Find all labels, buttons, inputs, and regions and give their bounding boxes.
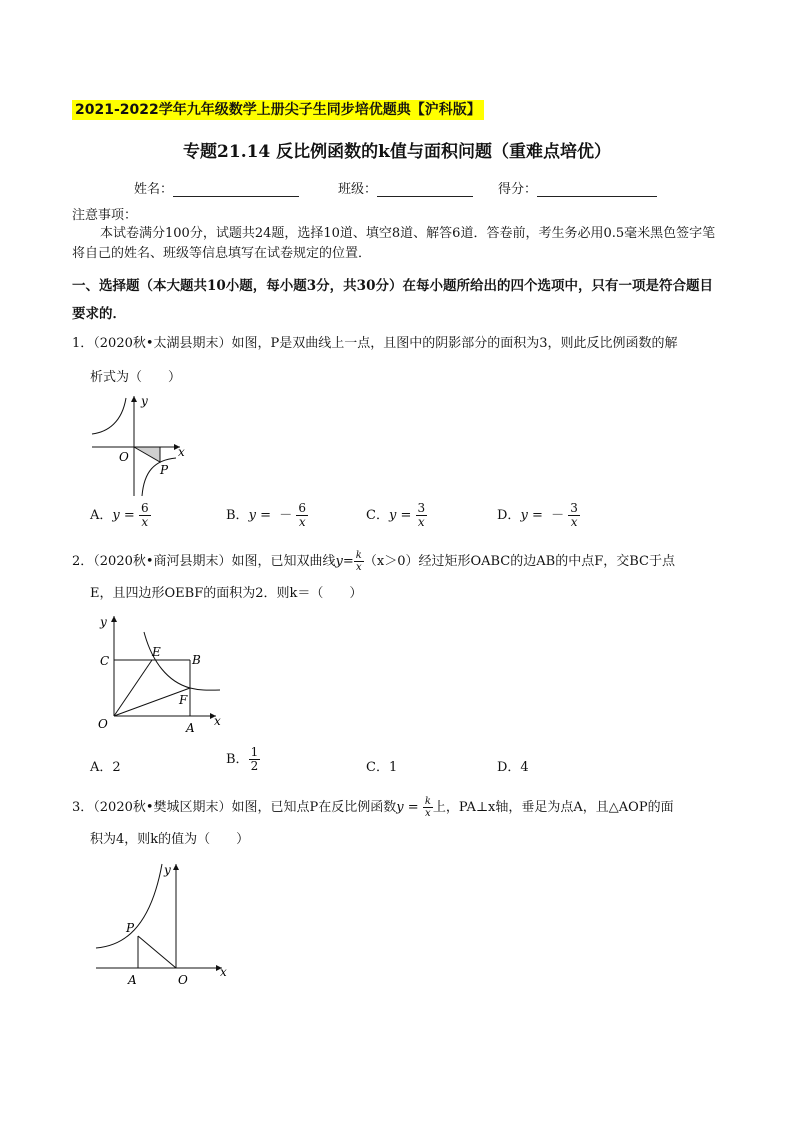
- q1-option-c[interactable]: C．y = $\frac{3}{x}$: [366, 501, 426, 529]
- notes-heading: 注意事项：: [72, 208, 138, 223]
- q1-option-a[interactable]: A．y = $\frac{6}{x}$: [90, 501, 149, 529]
- question-3: [72, 794, 732, 854]
- q3-k-over-x: $\frac{k}{x}$: [424, 796, 431, 819]
- q1-figure: [86, 392, 190, 500]
- q2-k-over-x: $\frac{k}{x}$: [355, 550, 362, 573]
- q1-option-a-fraction: $\frac{6}{x}$: [140, 501, 149, 529]
- score-label: 得分：: [498, 182, 538, 197]
- class-field[interactable]: [338, 178, 473, 197]
- q2-line1: 2．（2020秋•商河县期末）如图，已知双曲线y= $\frac{k}{x}$ （x＞0）经过矩形OABC的边AB的中点F，交BC于点: [72, 550, 675, 573]
- class-blank[interactable]: [377, 182, 473, 197]
- q2-label-b: B: [192, 653, 201, 667]
- q2-label-e: E: [152, 645, 161, 659]
- q1-label-y: y: [141, 394, 148, 408]
- q3-line1: 3．（2020秋•樊城区期末）如图，已知点P在反比例函数y = $\frac{k}{x}$ 上，PA⊥x轴，垂足为点A，且△AOP的面: [72, 796, 674, 819]
- q1-option-d-fraction: $\frac{3}{x}$: [570, 501, 578, 529]
- question-1: [72, 330, 732, 392]
- q2-option-b-fraction: $\frac{1}{2}$: [250, 745, 259, 773]
- q2-y-arrow: [111, 616, 117, 622]
- series-header-tag: 2021-2022学年九年级数学上册尖子生同步培优题典【沪科版】: [72, 100, 484, 120]
- question-2: [72, 548, 732, 608]
- q3-figure: [92, 860, 232, 990]
- q1-option-b-fraction: $\frac{6}{x}$: [298, 501, 307, 529]
- name-label: 姓名：: [134, 182, 174, 197]
- q3-label-a: A: [128, 973, 137, 987]
- q1-hyperbola-upper: [92, 398, 126, 434]
- name-field[interactable]: [134, 178, 299, 197]
- q2-label-y: y: [100, 615, 107, 629]
- q1-label-o: O: [119, 450, 129, 464]
- q3-line2: 积为4，则k的值为（ ）: [90, 832, 250, 847]
- q3-label-p: P: [126, 921, 135, 935]
- q1-shaded-triangle: [134, 447, 160, 462]
- q1-option-c-fraction: $\frac{3}{x}$: [417, 501, 426, 529]
- q1-label-p: P: [160, 463, 169, 477]
- q2-label-x: x: [214, 714, 221, 728]
- q2-label-c: C: [100, 654, 110, 668]
- q1-y-arrow: [131, 396, 137, 402]
- q1-option-d[interactable]: D．y = － $\frac{3}{x}$: [497, 501, 578, 529]
- page-title: 专题21.14 反比例函数的k值与面积问题（重难点培优）: [183, 142, 611, 162]
- q3-hyperbola: [96, 864, 162, 948]
- q3-label-x: x: [220, 965, 227, 979]
- q2-option-b[interactable]: B． $\frac{1}{2}$: [226, 745, 259, 773]
- q2-label-a: A: [186, 721, 195, 735]
- q1-line1: 1．（2020秋•太湖县期末）如图，P是双曲线上一点，且图中的阴影部分的面积为3，则此反比例函数的解: [72, 336, 678, 351]
- name-blank[interactable]: [173, 182, 299, 197]
- q2-option-a[interactable]: A．2: [90, 760, 121, 775]
- q2-label-f: F: [179, 693, 188, 707]
- score-blank[interactable]: [537, 182, 657, 197]
- q2-figure: [92, 612, 228, 736]
- q3-segment-po: [138, 936, 176, 968]
- notes-body: 本试卷满分100分，试题共24题，选择10道、填空8道、解答6道．答卷前，考生务必用0.5毫米黑色签字笔将自己的姓名、班级等信息填写在试卷规定的位置．: [72, 226, 716, 261]
- q1-option-b[interactable]: B．y = － $\frac{6}{x}$: [226, 501, 307, 529]
- q1-line2: 析式为（ ）: [90, 370, 182, 385]
- q2-option-d[interactable]: D．4: [497, 760, 529, 775]
- score-field[interactable]: [498, 178, 657, 197]
- q3-label-o: O: [178, 973, 188, 987]
- q2-hyperbola: [144, 632, 220, 690]
- q2-segment-oe: [114, 660, 152, 716]
- q3-label-y: y: [164, 863, 171, 877]
- section-heading: 一、选择题（本大题共10小题，每小题3分，共30分）在每小题所给出的四个选项中，只有一项是符合题目要求的．: [72, 278, 713, 322]
- class-label: 班级：: [338, 182, 378, 197]
- q2-option-c[interactable]: C．1: [366, 760, 398, 775]
- q2-line2: E，且四边形OEBF的面积为2．则k＝（ ）: [90, 586, 363, 601]
- q1-hyperbola-lower: [142, 458, 176, 496]
- q1-label-x: x: [178, 445, 185, 459]
- q2-label-o: O: [98, 717, 108, 731]
- q3-y-arrow: [173, 864, 179, 870]
